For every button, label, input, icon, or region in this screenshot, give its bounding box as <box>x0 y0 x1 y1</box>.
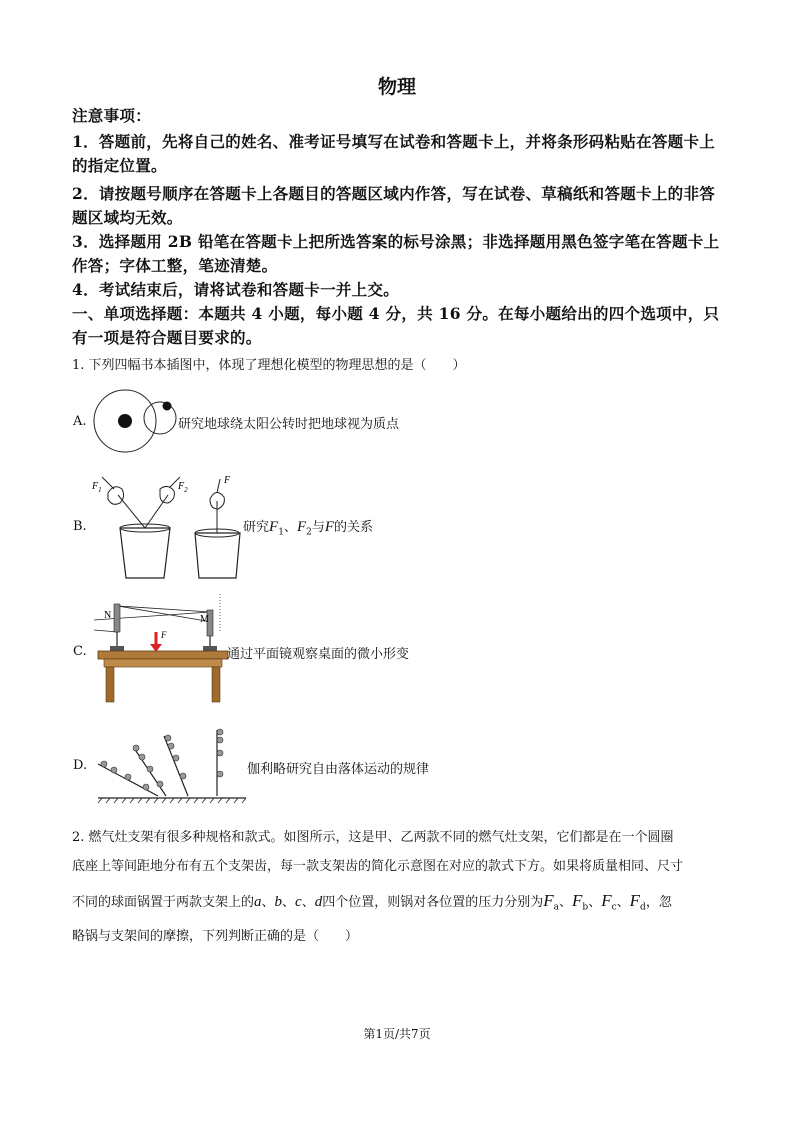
q2-text-c: ，忽 <box>645 895 672 910</box>
question-2-line-1: 2. 燃气灶支架有很多种规格和款式。如图所示，这是甲、乙两款不同的燃气灶支架，它们都是在一个圆圈 <box>72 830 674 845</box>
option-c-text: 通过平面镜观察桌面的微小形变 <box>227 647 410 662</box>
option-b-f1: F <box>269 519 279 535</box>
fig-b-f1-label: $F_1$ <box>92 481 102 494</box>
question-2-line-2: 底座上等间距地分布有五个支架齿，每一款支架齿的简化示意图在对应的款式下方。如果将质量相同、尺寸 <box>72 859 684 874</box>
note-item-3: 3．选择题用 2B 铅笔在答题卡上把所选答案的标号涂黑；非选择题用黑色签字笔在答题卡上作答；字体工整，笔迹清楚。 <box>72 232 720 275</box>
q2-point-d: d <box>314 894 323 910</box>
q2-force-a-sub: a <box>553 902 560 913</box>
fig-b-f2-label: $F_2$ <box>178 481 188 494</box>
option-b-f2-sub: 2 <box>306 527 312 538</box>
option-b-sep: 、 <box>283 520 297 535</box>
q2-text-b: 四个位置，则锅对各位置的压力分别为 <box>322 895 544 910</box>
note-item-4: 4．考试结束后，请将试卷和答题卡一并上交。 <box>72 280 400 299</box>
option-b-prefix: 研究 <box>243 520 270 535</box>
orbit-figure <box>92 388 188 456</box>
page-title: 物理 <box>377 76 416 98</box>
fig-c-f-label: F <box>161 630 167 640</box>
question-1-stem: 1. 下列四幅书本插图中，体现了理想化模型的物理思想的是（ ） <box>72 358 466 373</box>
note-item-1: 1．答题前，先将自己的姓名、准考证号填写在试卷和答题卡上，并将条形码粘贴在答题卡上的指定位置。 <box>72 132 716 175</box>
q2-text-a: 不同的球面锅置于两款支架上的 <box>72 895 255 910</box>
q2-sep-3: 、 <box>301 895 315 910</box>
q2-sep-5: 、 <box>588 895 602 910</box>
q2-force-a: F <box>543 891 554 910</box>
notes-heading: 注意事项： <box>72 106 152 125</box>
q2-force-d-sub: d <box>640 902 646 913</box>
q2-sep-2: 、 <box>282 895 296 910</box>
option-d-letter: D. <box>73 758 88 773</box>
q2-force-b-sub: b <box>582 902 589 913</box>
table-mirror-figure <box>90 592 230 704</box>
option-b-letter: B. <box>73 519 87 534</box>
section-heading: 一、单项选择题：本题共 4 小题，每小题 4 分，共 16 分。在每小题给出的四个选项中，只有一项是符合题目要求的。 <box>72 304 720 347</box>
question-2-line-4: 略锅与支架间的摩擦，下列判断正确的是（ ） <box>72 929 359 944</box>
q2-sep-1: 、 <box>261 895 275 910</box>
option-d-text: 伽利略研究自由落体运动的规律 <box>247 762 430 777</box>
option-b-text <box>243 516 373 538</box>
force-bucket-figure <box>90 473 250 583</box>
option-b-f2: F <box>296 519 307 535</box>
q2-sep-4: 、 <box>559 895 573 910</box>
note-item-2: 2．请按题号顺序在答题卡上各题目的答题区域内作答，写在试卷、草稿纸和答题卡上的非答题区域均无效。 <box>72 184 716 227</box>
incline-balls-figure <box>96 726 250 804</box>
option-b-mid: 与 <box>311 520 325 535</box>
q2-force-c-sub: c <box>611 902 617 913</box>
q2-sep-6: 、 <box>616 895 630 910</box>
fig-b-f-label: F <box>224 475 231 486</box>
q2-force-c: F <box>601 891 612 910</box>
option-c-letter: C. <box>73 644 87 659</box>
q2-point-b: b <box>274 894 283 910</box>
page-footer: 第1页/共7页 <box>363 1027 431 1041</box>
q2-point-c: c <box>295 894 302 910</box>
fig-c-n-label: N <box>104 610 112 621</box>
q2-force-d: F <box>629 891 641 910</box>
option-b-suffix: 的关系 <box>334 520 374 535</box>
fig-c-m-label: M <box>200 614 209 625</box>
option-a-text: 研究地球绕太阳公转时把地球视为质点 <box>178 417 400 432</box>
q2-point-a: a <box>254 894 262 910</box>
option-a-letter: A. <box>73 414 87 429</box>
question-2-line-3 <box>72 886 727 923</box>
q2-force-b: F <box>572 891 583 910</box>
option-b-f1-sub: 1 <box>278 527 284 538</box>
option-b-f: F <box>324 519 335 535</box>
